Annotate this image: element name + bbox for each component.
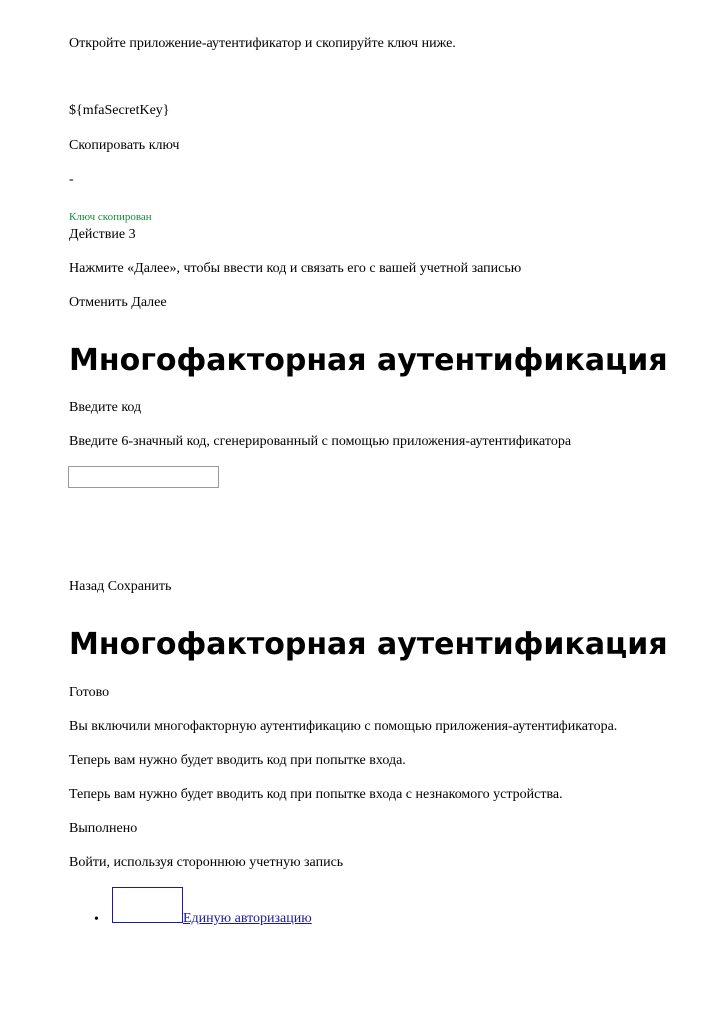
third-party-title: Войти, используя стороннюю учетную запись [69, 855, 344, 870]
step3-instruction: Нажмите «Далее», чтобы ввести код и связать его с вашей учетной записью [69, 261, 522, 276]
done-heading: Многофакторная аутентификация [69, 627, 668, 662]
list-bullet: • [94, 912, 99, 927]
dash-separator: - [69, 172, 74, 187]
done-line3: Теперь вам нужно будет вводить код при попытке входа с незнакомого устройства. [69, 787, 563, 802]
enter-code-heading: Многофакторная аутентификация [69, 343, 668, 378]
next-button[interactable]: Далее [131, 295, 167, 310]
step3-actions [69, 294, 167, 311]
secret-key-text: ${mfaSecretKey} [69, 103, 170, 118]
enter-code-description: Введите 6-значный код, сгенерированный с помощью приложения-аутентификатора [69, 434, 572, 449]
back-button[interactable]: Назад [69, 579, 105, 594]
code-input[interactable] [68, 466, 219, 488]
copy-key-button[interactable]: Скопировать ключ [69, 138, 180, 153]
copy-key-instruction: Откройте приложение-аутентификатор и скопируйте ключ ниже. [69, 36, 456, 51]
sso-link[interactable]: Единую авторизацию [183, 911, 312, 926]
enter-code-subtitle: Введите код [69, 400, 142, 415]
done-line1: Вы включили многофакторную аутентификацию с помощью приложения-аутентификатора. [69, 719, 618, 734]
step3-title: Действие 3 [69, 227, 136, 242]
sso-icon-box[interactable] [112, 887, 183, 923]
done-button[interactable]: Выполнено [69, 821, 138, 836]
done-subtitle: Готово [69, 685, 110, 700]
done-line2: Теперь вам нужно будет вводить код при попытке входа. [69, 753, 406, 768]
key-copied-message: Ключ скопирован [69, 211, 152, 223]
save-button[interactable]: Сохранить [107, 579, 172, 594]
enter-code-actions [69, 578, 171, 595]
cancel-button[interactable]: Отменить [69, 295, 128, 310]
